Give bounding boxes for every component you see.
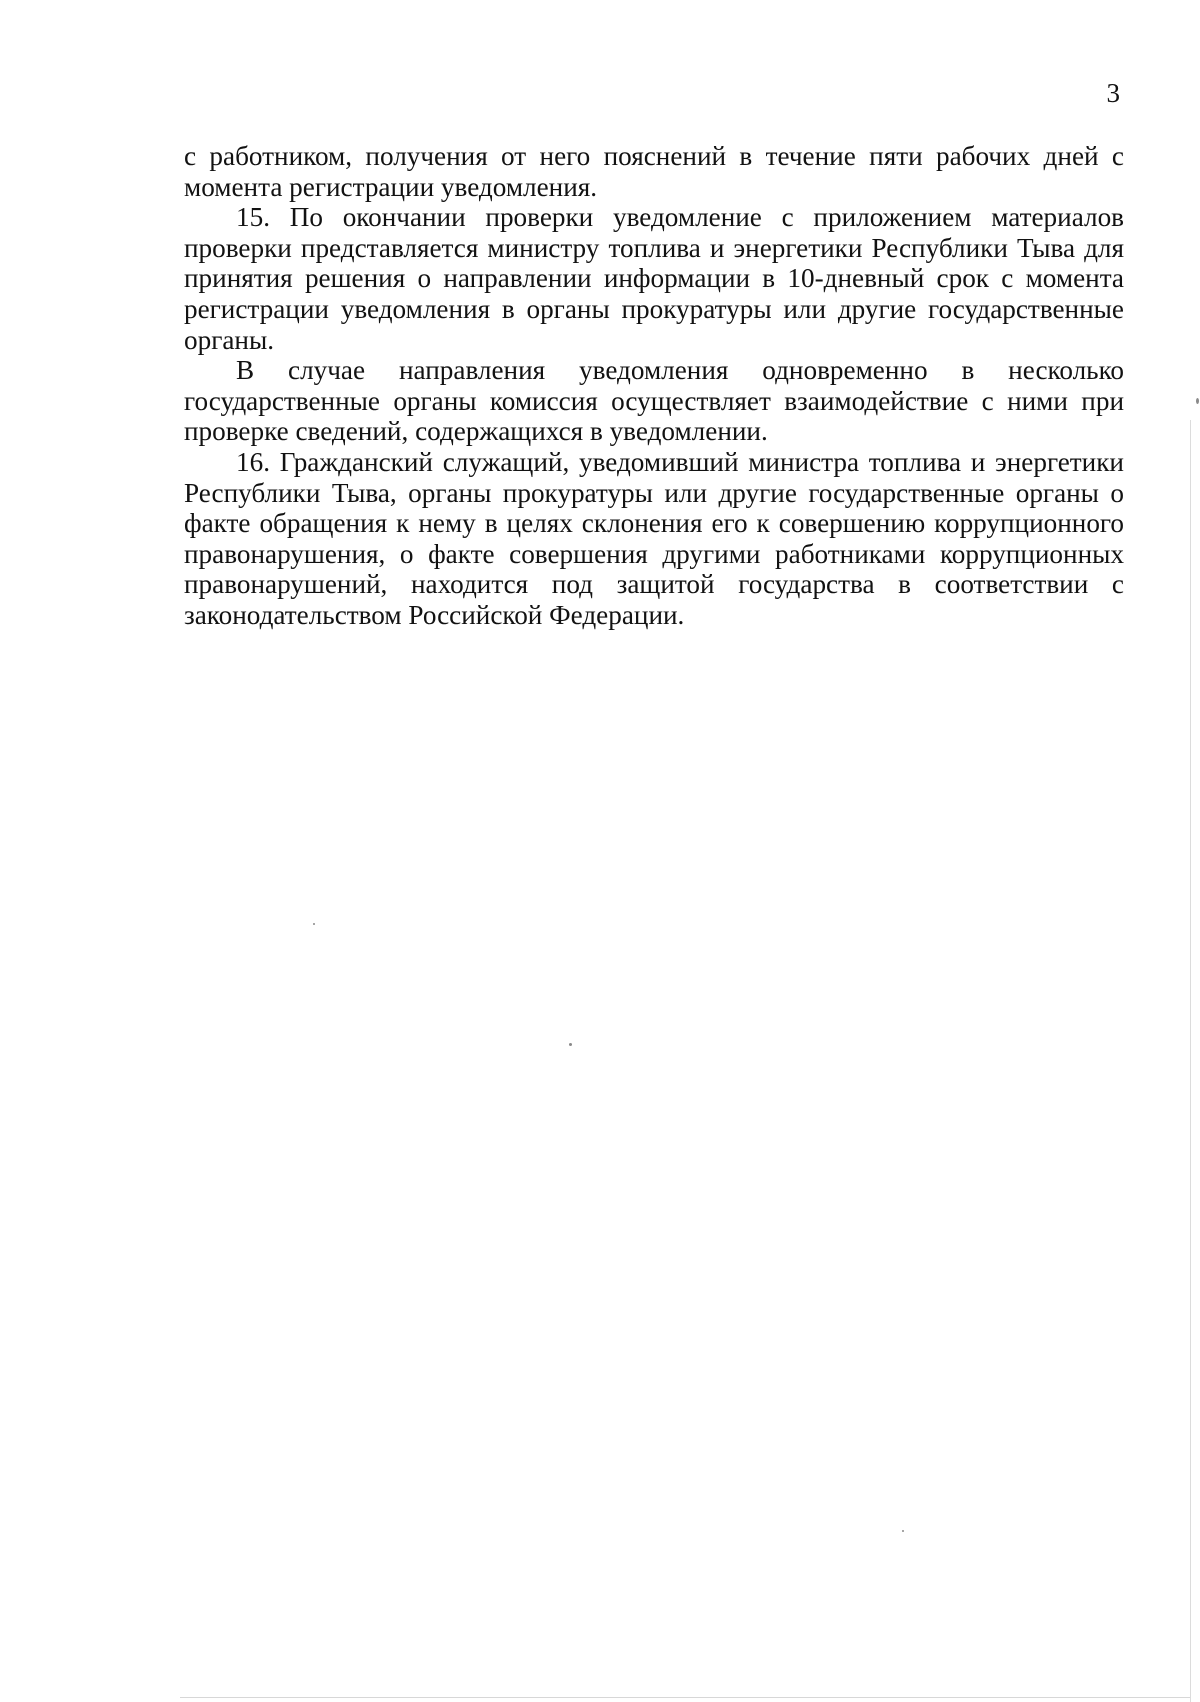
- scan-speck: [902, 1530, 904, 1532]
- scan-edge-line: [1190, 420, 1191, 1702]
- scan-speck: [569, 1043, 572, 1046]
- scan-speck: [1196, 398, 1199, 404]
- paragraph-15-note: В случае направления уведомления одновременно в несколько государственные органы комиссия осуществляет взаимодействие с ними при проверке сведений, содержащихся в уведомлении.: [184, 355, 1124, 447]
- paragraph-15: 15. По окончании проверки уведомление с приложением материалов проверки представляется министру топлива и энергетики Республики Тыва для принятия решения о направлении информации в 10-дневный срок с момента регистрации уведомления в органы прокуратуры или другие государственные органы.: [184, 202, 1124, 355]
- paragraph-16: 16. Гражданский служащий, уведомивший министра топлива и энергетики Республики Тыва, органы прокуратуры или другие государственные органы о факте обращения к нему в целях склонения его к совершению коррупционного правонарушения, о факте совершения другими работниками коррупционных правонарушений, находится под защитой государства в соответствии с законодательством Российской Федерации.: [184, 446, 1124, 630]
- scan-edge-line: [180, 1697, 1190, 1698]
- paragraph-continuation: с работником, получения от него пояснений в течение пяти рабочих дней с момента регистрации уведомления.: [184, 141, 1124, 202]
- scan-speck: [313, 923, 315, 925]
- document-body: [184, 141, 1124, 631]
- page-number: 3: [1106, 78, 1120, 108]
